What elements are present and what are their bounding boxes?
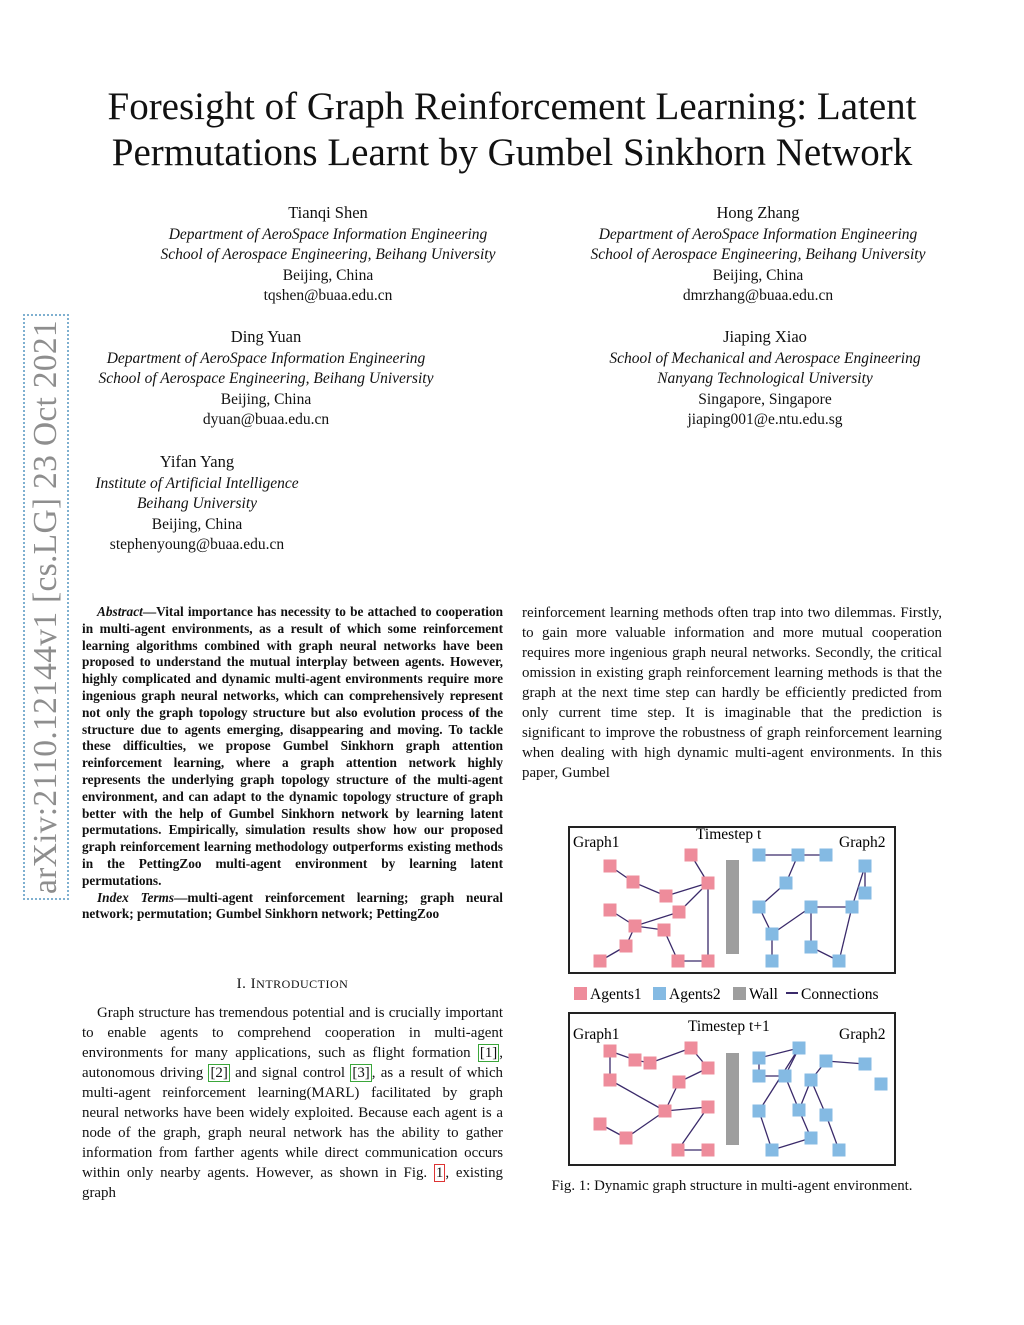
citation-link-2[interactable]: [2]	[210, 1065, 228, 1081]
legend-swatch-wall	[733, 987, 746, 1000]
bottom-agent2-node	[793, 1104, 806, 1117]
title-line-1: Foresight of Graph Reinforcement Learning: Latent	[107, 85, 917, 128]
bottom-right-label: Graph2	[839, 1026, 886, 1043]
author-name: Yifan Yang	[159, 452, 235, 471]
section-title-rest: NTRODUCTION	[256, 977, 349, 991]
top-agent2-node	[820, 849, 833, 862]
intro-text: , as a result of which multi-agent reinforcement learning(MARL) facilitated by graph neural networks have been widely exploited. Because each agent is a node of the graph, graph neural network has the ability to gather information from farther agents while direct communication occurs within only nearby agents. However, as shown in Fig.	[82, 1065, 503, 1181]
top-agent2-node	[766, 955, 779, 968]
figure-caption: Fig. 1: Dynamic graph structure in multi-agent environment.	[551, 1178, 913, 1194]
top-agent1-node	[629, 920, 642, 933]
top-agent1-node	[660, 890, 673, 903]
section-title-first: I	[250, 976, 257, 992]
top-agent1-node	[594, 955, 607, 968]
author-affiliation: Beihang University	[136, 495, 258, 513]
title-line-2: Permutations Learnt by Gumbel Sinkhorn Network	[111, 131, 913, 174]
author-block-1	[128, 203, 528, 307]
figure-legend	[574, 986, 879, 1003]
abstract	[82, 604, 503, 923]
right-column-paragraph: reinforcement learning methods often trap into two dilemmas. Firstly, to gain more valuable information and more mutual cooperation requires more ingenious graph neural networks. Secondly, the critical omission in existing graph reinforcement learning methods is that the graph at the next time step can hardly be efficiently predicted from only current time step. It is imaginable that the prediction is significant to improve the robustness of graph reinforcement learning when dealing with high dynamic multi-agent environments. In this paper, Gumbel	[522, 605, 942, 781]
bottom-agent2-node	[820, 1109, 833, 1122]
author-location: Singapore, Singapore	[698, 390, 832, 408]
top-agent1-node	[604, 860, 617, 873]
bottom-agent1-node	[629, 1054, 642, 1067]
author-name: Jiaping Xiao	[723, 327, 807, 346]
intro-text: , existing graph	[82, 1165, 503, 1201]
bottom-agent2-node	[875, 1078, 888, 1091]
author-affiliation: School of Aerospace Engineering, Beihang University	[98, 370, 434, 388]
top-wall	[726, 860, 739, 954]
top-agent2-node	[780, 877, 793, 890]
author-block-4	[565, 327, 965, 431]
top-agent2-node	[859, 887, 872, 900]
legend-label-agents2: Agents2	[669, 986, 721, 1003]
top-agent2-node	[833, 955, 846, 968]
intro-text: and signal control	[229, 1065, 351, 1081]
author-email: dmrzhang@buaa.edu.cn	[682, 287, 834, 305]
bottom-agent1-node	[702, 1101, 715, 1114]
author-affiliation: School of Mechanical and Aerospace Engineering	[609, 349, 921, 367]
bottom-agent1-node	[594, 1118, 607, 1131]
bottom-agent1-node	[672, 1144, 685, 1157]
bottom-agent1-node	[673, 1076, 686, 1089]
top-agent2-node	[859, 860, 872, 873]
bottom-agent2-node	[753, 1070, 766, 1083]
author-block-5	[66, 452, 328, 556]
top-right-label: Graph2	[839, 834, 886, 851]
section-heading	[82, 976, 503, 993]
bottom-left-label: Graph1	[573, 1026, 620, 1043]
top-agent2-node	[805, 941, 818, 954]
bottom-agent2-node	[820, 1055, 833, 1068]
legend-label-agents1: Agents1	[590, 986, 642, 1003]
bottom-agent2-node	[793, 1042, 806, 1055]
bottom-agent1-node	[604, 1045, 617, 1058]
author-name: Hong Zhang	[716, 203, 800, 222]
citation-link-1[interactable]: [1]	[479, 1045, 498, 1061]
bottom-agent1-node	[702, 1062, 715, 1075]
top-agent2-node	[766, 928, 779, 941]
author-email: dyuan@buaa.edu.cn	[202, 411, 330, 429]
bottom-agent1-node	[659, 1105, 672, 1118]
index-terms-label: Index Terms	[97, 889, 175, 905]
bottom-agent1-node	[702, 1144, 715, 1157]
top-agent2-node	[753, 849, 766, 862]
top-agent1-node	[672, 955, 685, 968]
top-agent2-node	[753, 901, 766, 914]
author-affiliation: Department of AeroSpace Information Engineering	[106, 349, 426, 367]
author-affiliation: School of Aerospace Engineering, Beihang University	[160, 246, 496, 264]
paper-title	[0, 84, 1024, 176]
legend-swatch-agents2	[653, 987, 666, 1000]
index-terms-text: —multi-agent reinforcement learning; graph neural network; permutation; Gumbel Sinkhorn network; PettingZoo	[82, 889, 503, 922]
author-email: jiaping001@e.ntu.edu.sg	[687, 411, 843, 429]
top-agent1-node	[702, 877, 715, 890]
figure-link-1[interactable]: 1	[435, 1165, 444, 1181]
bottom-center-label: Timestep t+1	[688, 1018, 770, 1035]
author-location: Beijing, China	[282, 266, 374, 284]
intro-text: , autonomous driving	[82, 1045, 503, 1081]
author-affiliation: Department of AeroSpace Information Engineering	[598, 225, 918, 243]
figure-graph-structure	[568, 820, 898, 1170]
top-agent1-node	[673, 906, 686, 919]
bottom-agent1-node	[620, 1132, 633, 1145]
bottom-agent2-node	[766, 1144, 779, 1157]
bottom-agent2-node	[805, 1074, 818, 1087]
bottom-agent2-node	[753, 1052, 766, 1065]
intro-text: Graph structure has tremendous potential and is crucially important to enable agents to comprehend cooperation in multi-agent environments for many applications, such as flight formation	[82, 1005, 503, 1061]
top-agent1-node	[702, 955, 715, 968]
author-affiliation: Institute of Artificial Intelligence	[95, 474, 299, 492]
legend-label-connections: Connections	[801, 986, 879, 1003]
bottom-agent2-node	[859, 1058, 872, 1071]
section-number: I.	[236, 976, 247, 992]
author-affiliation: Nanyang Technological University	[657, 370, 873, 388]
bottom-agent2-node	[833, 1144, 846, 1157]
top-agent2-node	[846, 901, 859, 914]
author-email: stephenyoung@buaa.edu.cn	[109, 536, 285, 554]
author-block-2	[558, 203, 958, 307]
legend-swatch-agents1	[574, 987, 587, 1000]
author-email: tqshen@buaa.edu.cn	[263, 287, 393, 305]
top-agent1-node	[620, 940, 633, 953]
bottom-agent2-node	[753, 1105, 766, 1118]
author-location: Beijing, China	[151, 515, 243, 533]
bottom-agent2-node	[779, 1070, 792, 1083]
abstract-label: Abstract	[97, 604, 143, 619]
author-location: Beijing, China	[712, 266, 804, 284]
author-affiliation: Department of AeroSpace Information Engineering	[168, 225, 488, 243]
top-agent1-node	[627, 876, 640, 889]
top-agent1-node	[604, 904, 617, 917]
author-location: Beijing, China	[220, 390, 312, 408]
top-agent2-node	[792, 849, 805, 862]
top-agent1-node	[685, 849, 698, 862]
author-affiliation: School of Aerospace Engineering, Beihang University	[590, 246, 926, 264]
top-center-label: Timestep t	[696, 826, 762, 843]
legend-label-wall: Wall	[749, 986, 778, 1003]
bottom-agent2-node	[805, 1132, 818, 1145]
bottom-wall	[726, 1053, 739, 1145]
arxiv-identifier[interactable]: arXiv:2110.12144v1 [cs.LG] 23 Oct 2021	[23, 314, 69, 900]
top-left-label: Graph1	[573, 834, 620, 851]
author-name: Ding Yuan	[230, 327, 302, 346]
bottom-agent1-node	[644, 1057, 657, 1070]
top-agent1-node	[658, 924, 671, 937]
bottom-agent1-node	[604, 1074, 617, 1087]
author-name: Tianqi Shen	[288, 203, 368, 222]
abstract-text: —Vital importance has necessity to be attached to cooperation in multi-agent environments, as a result of which some reinforcement learning algorithms combined with graph neural networks have been proposed to understand the mutual interplay between agents. However, highly complicated and dynamic multi-agent environments require more ingenious graph neural networks, which can comprehensively represent not only the graph topology structure but also evolution process of the structure due to agents emerging, disappearing and moving. To tackle these difficulties, we propose Gumbel Sinkhorn graph attention reinforcement learning, where a graph attention network highly represents the underlying graph topology structure of the multi-agent environment, and can adapt to the dynamic topology structure of graph better with the help of Gumbel Sinkhorn network by learning latent permutations. Empirically, simulation results show how our proposed graph reinforcement learning methodology outperforms existing methods in the PettingZoo multi-agent environment by learning latent permutations.	[82, 604, 503, 888]
top-agent2-node	[805, 901, 818, 914]
bottom-agent1-node	[685, 1042, 698, 1055]
intro-paragraph	[82, 1003, 503, 1203]
author-block-3	[66, 327, 466, 431]
citation-link-3[interactable]: [3]	[352, 1065, 370, 1081]
